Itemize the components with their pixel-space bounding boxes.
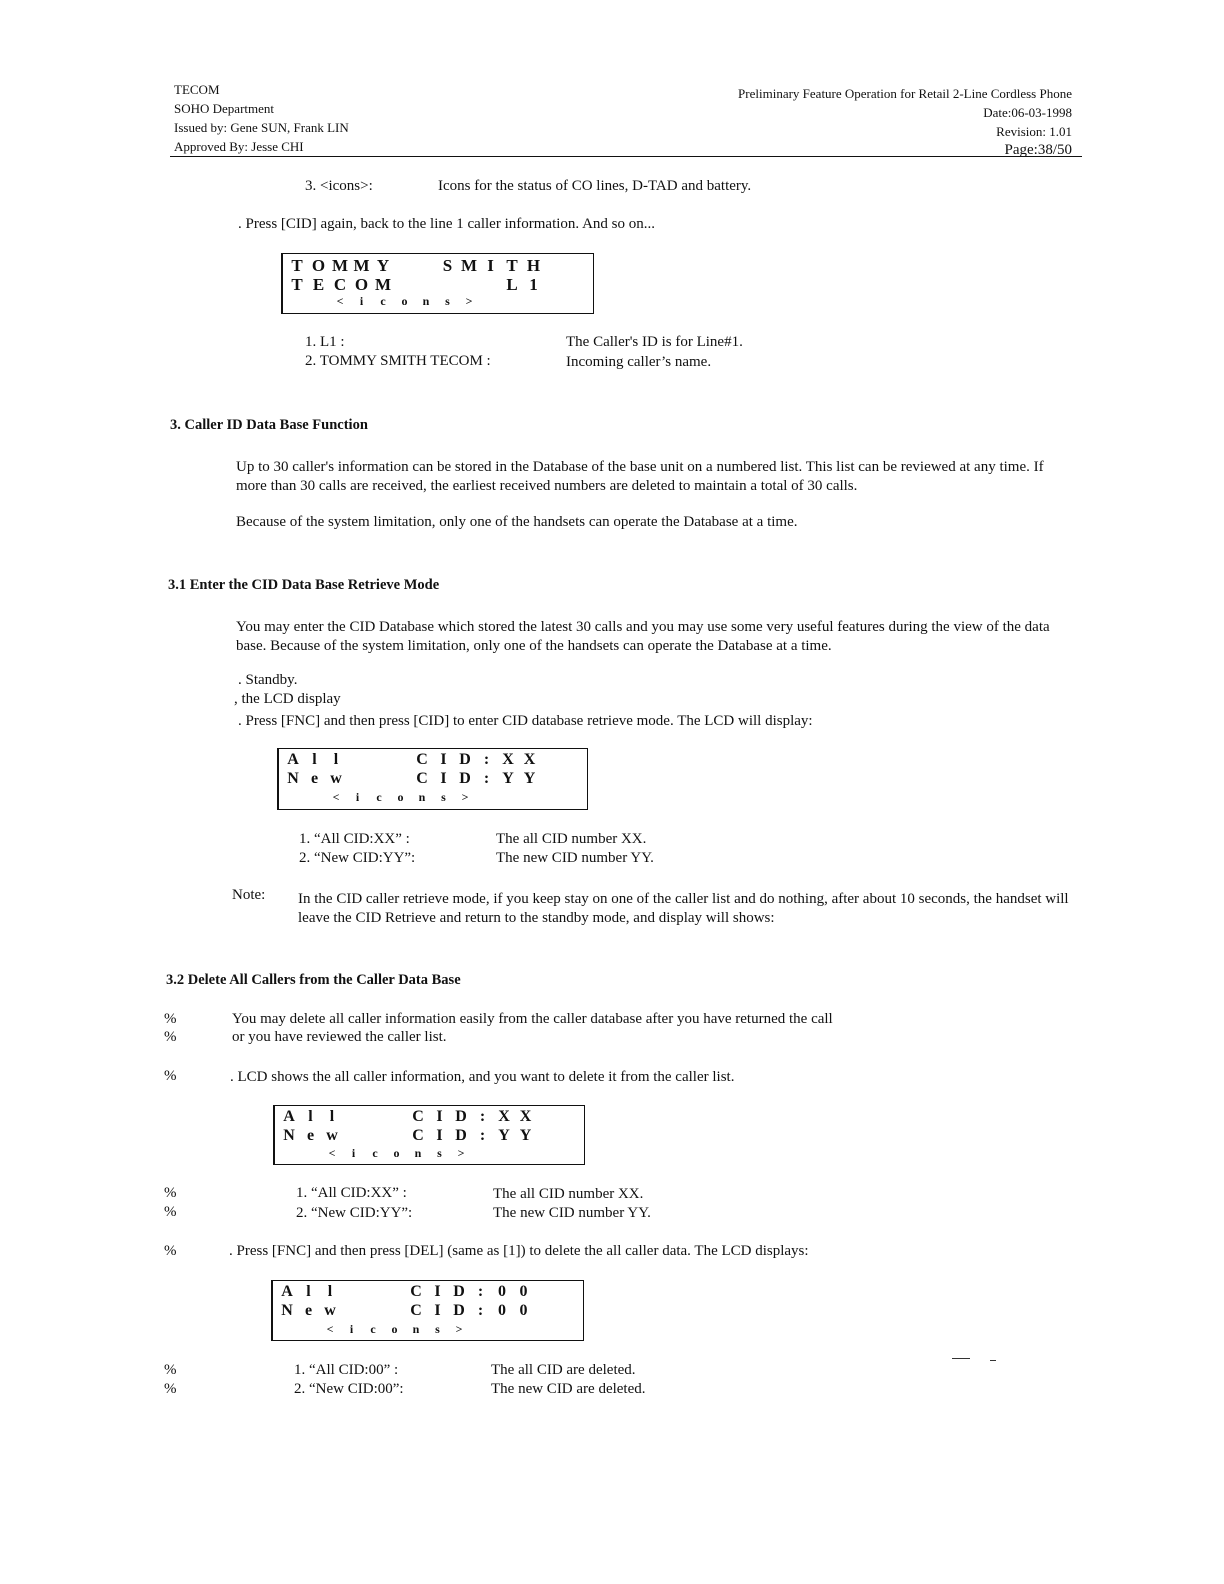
bullet-marker: % <box>164 1068 177 1084</box>
lcd-char: T <box>291 256 303 275</box>
lcd-char: I <box>436 1127 443 1144</box>
approved-by: Approved By: Jesse CHI <box>174 139 304 154</box>
lcd-display-deleted <box>271 1280 584 1341</box>
lcd-char: : <box>483 770 490 787</box>
lcd-char: < <box>336 294 344 308</box>
lcd-char: M <box>460 256 478 275</box>
item3-desc: Icons for the status of CO lines, D-TAD and battery. <box>438 178 752 194</box>
lcd-char: X <box>498 1108 510 1125</box>
lcd-char: w <box>324 1302 336 1319</box>
lcd-char: : <box>477 1302 484 1319</box>
lcd-char: : <box>477 1283 484 1300</box>
lcd-char: l <box>306 1283 311 1300</box>
lcd-char: o <box>393 1146 400 1160</box>
lcd3-note-label: 2. “New CID:YY”: <box>296 1205 413 1221</box>
lcd-char: O <box>354 275 369 294</box>
lcd-char: n <box>412 1322 420 1336</box>
lcd-char: i <box>355 790 360 804</box>
lcd-char: 1 <box>529 275 538 294</box>
lcd-char: 0 <box>498 1302 506 1319</box>
lcd-char: H <box>526 256 541 275</box>
lcd-char: Y <box>502 770 514 787</box>
lcd-char: w <box>326 1127 338 1144</box>
lcd-char: c <box>376 790 382 804</box>
lcd-char: I <box>440 751 447 768</box>
lcd-char: A <box>281 1283 293 1300</box>
lcd-char: D <box>455 1108 467 1125</box>
lcd-char: < <box>328 1146 336 1160</box>
lcd4-note-label: 2. “New CID:00”: <box>294 1381 404 1397</box>
lcd-char: l <box>308 1108 313 1125</box>
section-paragraph: You may enter the CID Database which stored the latest 30 calls and you may use some very useful features during the view of the data base. Because of the system limitation, only one of the handsets can operate the Database at a time. <box>236 619 1050 654</box>
lcd-char: w <box>330 770 342 787</box>
lcd-char: l <box>333 751 339 768</box>
lcd4-note-desc: The all CID are deleted. <box>491 1362 636 1378</box>
lcd-char: > <box>455 1322 463 1336</box>
doc-date: Date:06-03-1998 <box>983 105 1072 120</box>
lcd2-note-desc: The all CID number XX. <box>496 831 647 847</box>
lcd4-note-label: 1. “All CID:00” : <box>294 1362 399 1378</box>
lcd-char: : <box>483 751 490 768</box>
bullet-marker: % <box>164 1362 177 1378</box>
lcd4-note-desc: The new CID are deleted. <box>491 1381 646 1397</box>
lcd-char: l <box>312 751 317 768</box>
lcd-char: X <box>502 751 514 768</box>
lcd-char: e <box>306 1127 315 1144</box>
lcd2-note-label: 1. “All CID:XX” : <box>299 831 410 847</box>
lcd-display-caller <box>281 253 594 314</box>
lcd-char: l <box>327 1283 333 1300</box>
section-title: 3. Caller ID Data Base Function <box>170 417 368 433</box>
lcd-char: D <box>455 1127 467 1144</box>
lcd-char: C <box>410 1283 422 1300</box>
lcd-char: < <box>332 790 340 804</box>
lcd-char: > <box>465 294 473 308</box>
note-label: Note: <box>232 887 266 903</box>
lcd-char: N <box>281 1302 293 1319</box>
lcd-char: S <box>442 256 453 275</box>
lcd-char: Y <box>523 770 536 787</box>
lcd-char: C <box>416 751 428 768</box>
lcd2-note-label: 2. “New CID:YY”: <box>299 850 416 866</box>
lcd-char: c <box>370 1322 376 1336</box>
lcd-char: T <box>506 256 518 275</box>
lcd-char: Y <box>519 1127 532 1144</box>
step-text: . Press [FNC] and then press [CID] to enter CID database retrieve mode. The LCD will display: <box>238 713 813 729</box>
lcd3-note-label: 1. “All CID:XX” : <box>296 1185 407 1201</box>
lcd-char: o <box>401 294 408 308</box>
lcd1-note-label: 1. L1 : <box>305 334 345 350</box>
lcd-char: 0 <box>519 1302 528 1319</box>
lcd-char: > <box>461 790 469 804</box>
lcd-char: l <box>329 1108 335 1125</box>
section-paragraph: Up to 30 caller's information can be stored in the Database of the base unit on a numbered list. This list can be reviewed at any time. If more than 30 calls are received, the earliest received numbers are deleted to maintain a total of 30 calls. <box>236 459 1044 494</box>
lcd-char: N <box>283 1127 295 1144</box>
lcd-char: n <box>422 294 430 308</box>
lcd-char: X <box>519 1108 532 1125</box>
lcd-char: 0 <box>519 1283 528 1300</box>
lcd-char: M <box>374 275 392 294</box>
lcd-char: A <box>287 751 299 768</box>
lcd2-note-desc: The new CID number YY. <box>496 850 654 866</box>
lcd-char: C <box>333 275 347 294</box>
lcd-char: o <box>397 790 404 804</box>
step-text: . Standby. <box>238 672 298 688</box>
lcd-char: i <box>351 1146 356 1160</box>
lcd-char: : <box>479 1127 486 1144</box>
lcd-char: > <box>457 1146 465 1160</box>
step-text: . Press [FNC] and then press [DEL] (same as [1]) to delete the all caller data. The LCD displays: <box>229 1243 809 1259</box>
lcd-char: I <box>434 1283 441 1300</box>
lcd-char: D <box>453 1283 465 1300</box>
lcd-char: C <box>412 1108 424 1125</box>
bullet-marker: % <box>164 1185 177 1201</box>
item3-label: 3. <icons>: <box>305 178 373 194</box>
header-right <box>738 84 1072 160</box>
lcd-char: s <box>435 1322 440 1336</box>
section-paragraph: or you have reviewed the caller list. <box>232 1029 447 1045</box>
lcd-char: C <box>412 1127 424 1144</box>
lcd-char: < <box>326 1322 334 1336</box>
lcd-char: 0 <box>498 1283 506 1300</box>
bullet-marker: % <box>164 1243 177 1259</box>
press-cid-text: . Press [CID] again, back to the line 1 caller information. And so on... <box>238 216 655 232</box>
section-title: 3.1 Enter the CID Data Base Retrieve Mode <box>168 577 440 593</box>
scan-artifact-mark <box>990 1360 996 1361</box>
lcd-char: e <box>304 1302 313 1319</box>
lcd1-note-label: 2. TOMMY SMITH TECOM : <box>305 353 491 369</box>
lcd-char: Y <box>498 1127 510 1144</box>
page-number: Page:38/50 <box>1004 142 1072 158</box>
lcd3-note-desc: The new CID number YY. <box>493 1205 651 1221</box>
section-paragraph: You may delete all caller information easily from the caller database after you have returned the call <box>232 1011 833 1027</box>
lcd-char: E <box>312 275 325 294</box>
lcd-char: i <box>349 1322 354 1336</box>
note-text: In the CID caller retrieve mode, if you keep stay on one of the caller list and do nothing, after about 10 seconds, the handset will leave the CID Retrieve and return to the standby mode, and display will shows: <box>298 891 1069 926</box>
lcd-char: D <box>459 770 471 787</box>
lcd-char: s <box>441 790 446 804</box>
lcd-char: D <box>459 751 471 768</box>
lcd-char: : <box>479 1108 486 1125</box>
step-text: . LCD shows the all caller information, and you want to delete it from the caller list. <box>230 1069 735 1085</box>
lcd-char: M <box>353 256 370 275</box>
lcd-char: C <box>416 770 428 787</box>
lcd-char: c <box>372 1146 378 1160</box>
lcd-display-all-cid <box>273 1105 585 1165</box>
lcd1-note-desc: Incoming caller’s name. <box>566 354 712 370</box>
section-title: 3.2 Delete All Callers from the Caller Data Base <box>166 972 461 988</box>
lcd-char: O <box>311 256 326 275</box>
lcd-display-all-cid <box>277 748 588 810</box>
lcd-char: X <box>523 751 536 768</box>
lcd-char: I <box>487 256 494 275</box>
doc-revision: Revision: 1.01 <box>996 124 1072 139</box>
header-left <box>174 80 349 156</box>
lcd-char: A <box>283 1108 295 1125</box>
lcd-char: s <box>445 294 450 308</box>
lcd-char: I <box>436 1108 443 1125</box>
lcd-char: T <box>291 275 303 294</box>
lcd3-note-desc: The all CID number XX. <box>493 1186 644 1202</box>
lcd-char: n <box>418 790 426 804</box>
lcd-char: N <box>287 770 299 787</box>
department: SOHO Department <box>174 101 275 116</box>
company-name: TECOM <box>174 82 220 97</box>
lcd-char: D <box>453 1302 465 1319</box>
lcd-char: L <box>506 275 518 294</box>
doc-title: Preliminary Feature Operation for Retail 2-Line Cordless Phone <box>738 86 1072 101</box>
bullet-marker: % <box>164 1381 177 1397</box>
issued-by: Issued by: Gene SUN, Frank LIN <box>174 120 349 135</box>
bullet-marker: % <box>164 1204 177 1220</box>
lcd-char: e <box>310 770 319 787</box>
section-paragraph: Because of the system limitation, only one of the handsets can operate the Database at a time. <box>236 514 798 530</box>
bullet-marker: % <box>164 1029 177 1045</box>
lcd-char: n <box>414 1146 422 1160</box>
step-text: , the LCD display <box>234 691 341 707</box>
lcd-char: i <box>359 294 364 308</box>
bullet-marker: % <box>164 1011 177 1027</box>
lcd-char: s <box>437 1146 442 1160</box>
lcd-char: c <box>380 294 386 308</box>
lcd1-note-desc: The Caller's ID is for Line#1. <box>566 334 743 350</box>
scan-artifact-mark <box>952 1358 970 1359</box>
lcd-char: I <box>434 1302 441 1319</box>
header-rule <box>170 156 1082 157</box>
lcd-char: Y <box>376 256 390 275</box>
lcd-char: M <box>331 256 349 275</box>
lcd-char: o <box>391 1322 398 1336</box>
lcd-char: I <box>440 770 447 787</box>
lcd-char: C <box>410 1302 422 1319</box>
